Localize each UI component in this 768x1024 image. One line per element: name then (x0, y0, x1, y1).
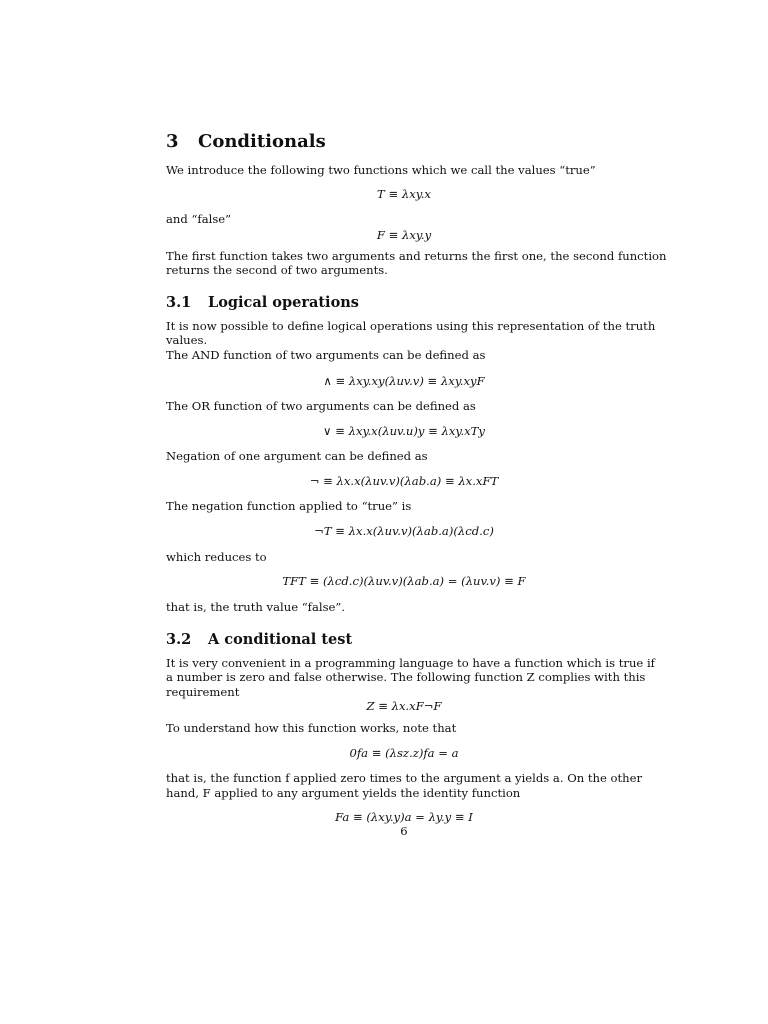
equation-false: F ≡ λxy.y (376, 228, 432, 242)
paragraph-intro: We introduce the following two functions which we call the values “true” (166, 163, 596, 177)
equation-z: Z ≡ λx.xF¬F (366, 699, 442, 713)
paragraph-and-function: The AND function of two arguments can be defined as (166, 348, 486, 362)
paragraph-truth-false: that is, the truth value “false”. (166, 600, 346, 614)
paragraph-reduces: which reduces to (166, 550, 267, 564)
paragraph-zero-line1: that is, the function f applied zero times to the argument a yields a. On the other (166, 771, 643, 785)
paragraph-convenient-line3: requirement (166, 685, 240, 699)
equation-true: T ≡ λxy.x (377, 187, 431, 201)
equation-or: ∨ ≡ λxy.x(λuv.u)y ≡ λxy.xTy (323, 424, 485, 438)
subsection-title: A conditional test (208, 631, 353, 648)
paragraph-negation: Negation of one argument can be defined as (166, 449, 428, 463)
paragraph-understand: To understand how this function works, note that (166, 721, 457, 735)
paragraph-first-line2: returns the second of two arguments. (166, 263, 388, 277)
equation-zero: 0fa ≡ (λsz.z)fa = a (349, 746, 459, 760)
subsection-number: 3.1 (166, 294, 192, 311)
section-heading (166, 131, 326, 152)
paragraph-convenient-line2: a number is zero and false otherwise. The following function Z complies with this (166, 670, 646, 684)
equation-fa: Fa ≡ (λxy.y)a = λy.y ≡ I (335, 810, 473, 824)
equation-negation: ¬ ≡ λx.x(λuv.v)(λab.a) ≡ λx.xFT (309, 474, 499, 488)
paragraph-or-function: The OR function of two arguments can be defined as (166, 399, 476, 413)
paragraph-and-false: and “false” (166, 212, 232, 226)
equation-and: ∧ ≡ λxy.xy(λuv.v) ≡ λxy.xyF (323, 374, 485, 388)
equation-tft: TFT ≡ (λcd.c)(λuv.v)(λab.a) = (λuv.v) ≡ F (282, 574, 526, 588)
subsection-heading-1 (166, 294, 359, 311)
paragraph-possible-line2: values. (166, 333, 208, 347)
paragraph-convenient-line1: It is very convenient in a programming language to have a function which is true if (166, 656, 655, 670)
section-title: Conditionals (198, 131, 326, 152)
page-number: 6 (400, 824, 408, 838)
section-number: 3 (166, 131, 179, 152)
subsection-number: 3.2 (166, 631, 192, 648)
paragraph-negation-true: The negation function applied to “true” is (166, 499, 412, 513)
subsection-heading-2 (166, 631, 352, 648)
paragraph-possible-line1: It is now possible to define logical operations using this representation of the truth (166, 319, 656, 333)
equation-negation-true: ¬T ≡ λx.x(λuv.v)(λab.a)(λcd.c) (314, 524, 494, 538)
subsection-title: Logical operations (208, 294, 359, 311)
paragraph-first-line1: The first function takes two arguments and returns the first one, the second function (166, 249, 667, 263)
paragraph-zero-line2: hand, F applied to any argument yields the identity function (166, 786, 521, 800)
